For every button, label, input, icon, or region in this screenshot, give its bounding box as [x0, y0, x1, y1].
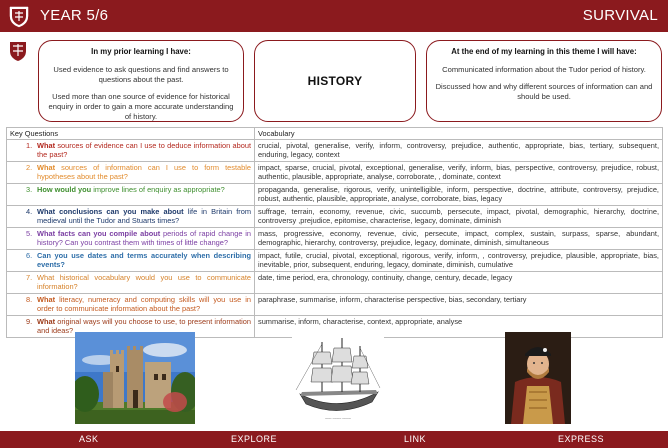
footer-explore: EXPLORE	[231, 434, 278, 444]
end-of-learning-panel	[426, 40, 662, 122]
question-number: 2.	[26, 163, 33, 172]
vocabulary-cell: paraphrase, summarise, inform, characterise perspective, bias, secondary, tertiary	[255, 294, 663, 316]
question-text: literacy, numeracy and computing skills will you use in order to communicate information about the past?	[37, 295, 251, 313]
theme-title: SURVIVAL	[582, 7, 658, 24]
key-questions-header: Key Questions	[7, 128, 255, 140]
table-row	[7, 140, 663, 162]
question-bold-text: What facts can you compile about	[37, 229, 161, 238]
question-bold-text: What conclusions can you make about	[37, 207, 184, 216]
prior-learning-item: Used more than one source of evidence for historical enquiry in order to gain a more accurate understanding of history.	[48, 92, 234, 121]
subject-panel	[254, 40, 416, 122]
question-number: 6.	[26, 251, 33, 260]
vocabulary-cell: propaganda, generalise, rigorous, verify, unintelligible, inform, perspective, doctrine, attribute, controversy, prejudice, robust, authentic, plausible, appropriate, analyse, corroborate, bias, legacy	[255, 184, 663, 206]
header-bar	[0, 0, 668, 32]
question-bold-text: What	[37, 317, 56, 326]
question-text: sources of evidence can I use to deduce information about the past?	[37, 141, 251, 159]
table-header-row	[7, 128, 663, 140]
key-question-cell	[7, 206, 255, 228]
vocabulary-cell: suffrage, terrain, economy, revenue, civic, succumb, persecute, impact, pivotal, demographic, hierarchy, doctrine, controversy ,prejudice, epitomise, characterise, legacy, dominate, diminish	[255, 206, 663, 228]
question-number: 9.	[26, 317, 33, 326]
tudor-ship-drawing	[292, 332, 384, 424]
table-row	[7, 184, 663, 206]
key-question-cell	[7, 250, 255, 272]
table-row	[7, 206, 663, 228]
key-question-cell	[7, 272, 255, 294]
question-text: original ways will you choose to use, to present information and ideas?	[37, 317, 251, 335]
question-number: 8.	[26, 295, 33, 304]
vocabulary-cell: summarise, inform, characterise, context, appropriate, analyse	[255, 316, 663, 338]
question-number: 7.	[26, 273, 33, 282]
footer-express: EXPRESS	[558, 434, 605, 444]
question-text: life in Britain from medieval until the Tudor and Stuarts times?	[37, 207, 251, 225]
question-number: 5.	[26, 229, 33, 238]
key-question-cell	[7, 162, 255, 184]
vocabulary-cell: crucial, pivotal, generalise, verify, inform, controversy, prejudice, authentic, appropriate, bias, tertiary, subsequent, enduring, legacy, context	[255, 140, 663, 162]
ship-caption: ~~~ ~~~~ ~~~~	[325, 416, 351, 421]
end-of-learning-item: Discussed how and why different sources of information can and should be used.	[435, 82, 653, 101]
vocabulary-cell: impact, futile, crucial, pivotal, exceptional, rigorous, verify, inform, , controversy, prejudice, plausible, appropriate, bias, inevitable, prior, subsequent, enduring, legacy, dominate, diminish, cumulative	[255, 250, 663, 272]
key-questions-table	[6, 127, 663, 338]
prior-learning-item: Used evidence to ask questions and find answers to questions about the past.	[53, 65, 229, 84]
table-row	[7, 228, 663, 250]
vocabulary-cell: mass, progressive, economy, revenue, civic, persecute, impact, complex, sustain, surpass, sparse, abundant, demographic, hierarchy, controversy, prejudice, legacy, dominate, diminish, simultaneous	[255, 228, 663, 250]
question-bold-text: What	[37, 163, 56, 172]
crest-small-icon	[8, 40, 28, 62]
question-text: improve lines of enquiry as appropriate?	[91, 185, 225, 194]
end-of-learning-title: At the end of my learning in this theme I will have:	[451, 47, 637, 56]
school-crest-icon	[8, 4, 30, 28]
question-text: periods of rapid change in history? Can you contrast them with times of little change?	[37, 229, 252, 247]
footer-bar	[0, 431, 668, 448]
question-text: sources of information can I use to form testable hypotheses about the past?	[37, 163, 251, 181]
key-question-cell	[7, 184, 255, 206]
vocabulary-cell: impact, sparse, crucial, pivotal, exceptional, generalise, verify, inform, bias, perspective, controversy, prejudice, robust, authentic, plausible, appropriate, analyse, corroborate, , dominate, context	[255, 162, 663, 184]
key-question-cell	[7, 294, 255, 316]
tudor-castle-photo	[75, 332, 195, 424]
henry-viii-portrait	[505, 332, 571, 424]
table-row	[7, 250, 663, 272]
key-question-cell	[7, 140, 255, 162]
prior-learning-title: In my prior learning I have:	[91, 47, 191, 56]
table-row	[7, 294, 663, 316]
prior-learning-panel	[38, 40, 244, 122]
table-row	[7, 272, 663, 294]
subject-title: HISTORY	[307, 74, 363, 88]
footer-link: LINK	[404, 434, 427, 444]
question-bold-text: Can you use dates and terms accurately when describing events?	[37, 251, 251, 269]
table-row	[7, 162, 663, 184]
key-question-cell	[7, 228, 255, 250]
vocabulary-cell: date, time period, era, chronology, continuity, change, century, decade, legacy	[255, 272, 663, 294]
footer-ask: ASK	[79, 434, 99, 444]
question-number: 4.	[26, 207, 33, 216]
question-number: 1.	[26, 141, 33, 150]
year-group-title: YEAR 5/6	[40, 7, 109, 24]
question-number: 3.	[26, 185, 33, 194]
vocabulary-header: Vocabulary	[255, 128, 663, 140]
question-text: What historical vocabulary would you use to communicate information?	[37, 273, 251, 291]
question-bold-text: What	[37, 295, 56, 304]
question-bold-text: How would you	[37, 185, 92, 194]
end-of-learning-item: Communicated information about the Tudor period of history.	[442, 65, 646, 74]
question-bold-text: What	[37, 141, 56, 150]
